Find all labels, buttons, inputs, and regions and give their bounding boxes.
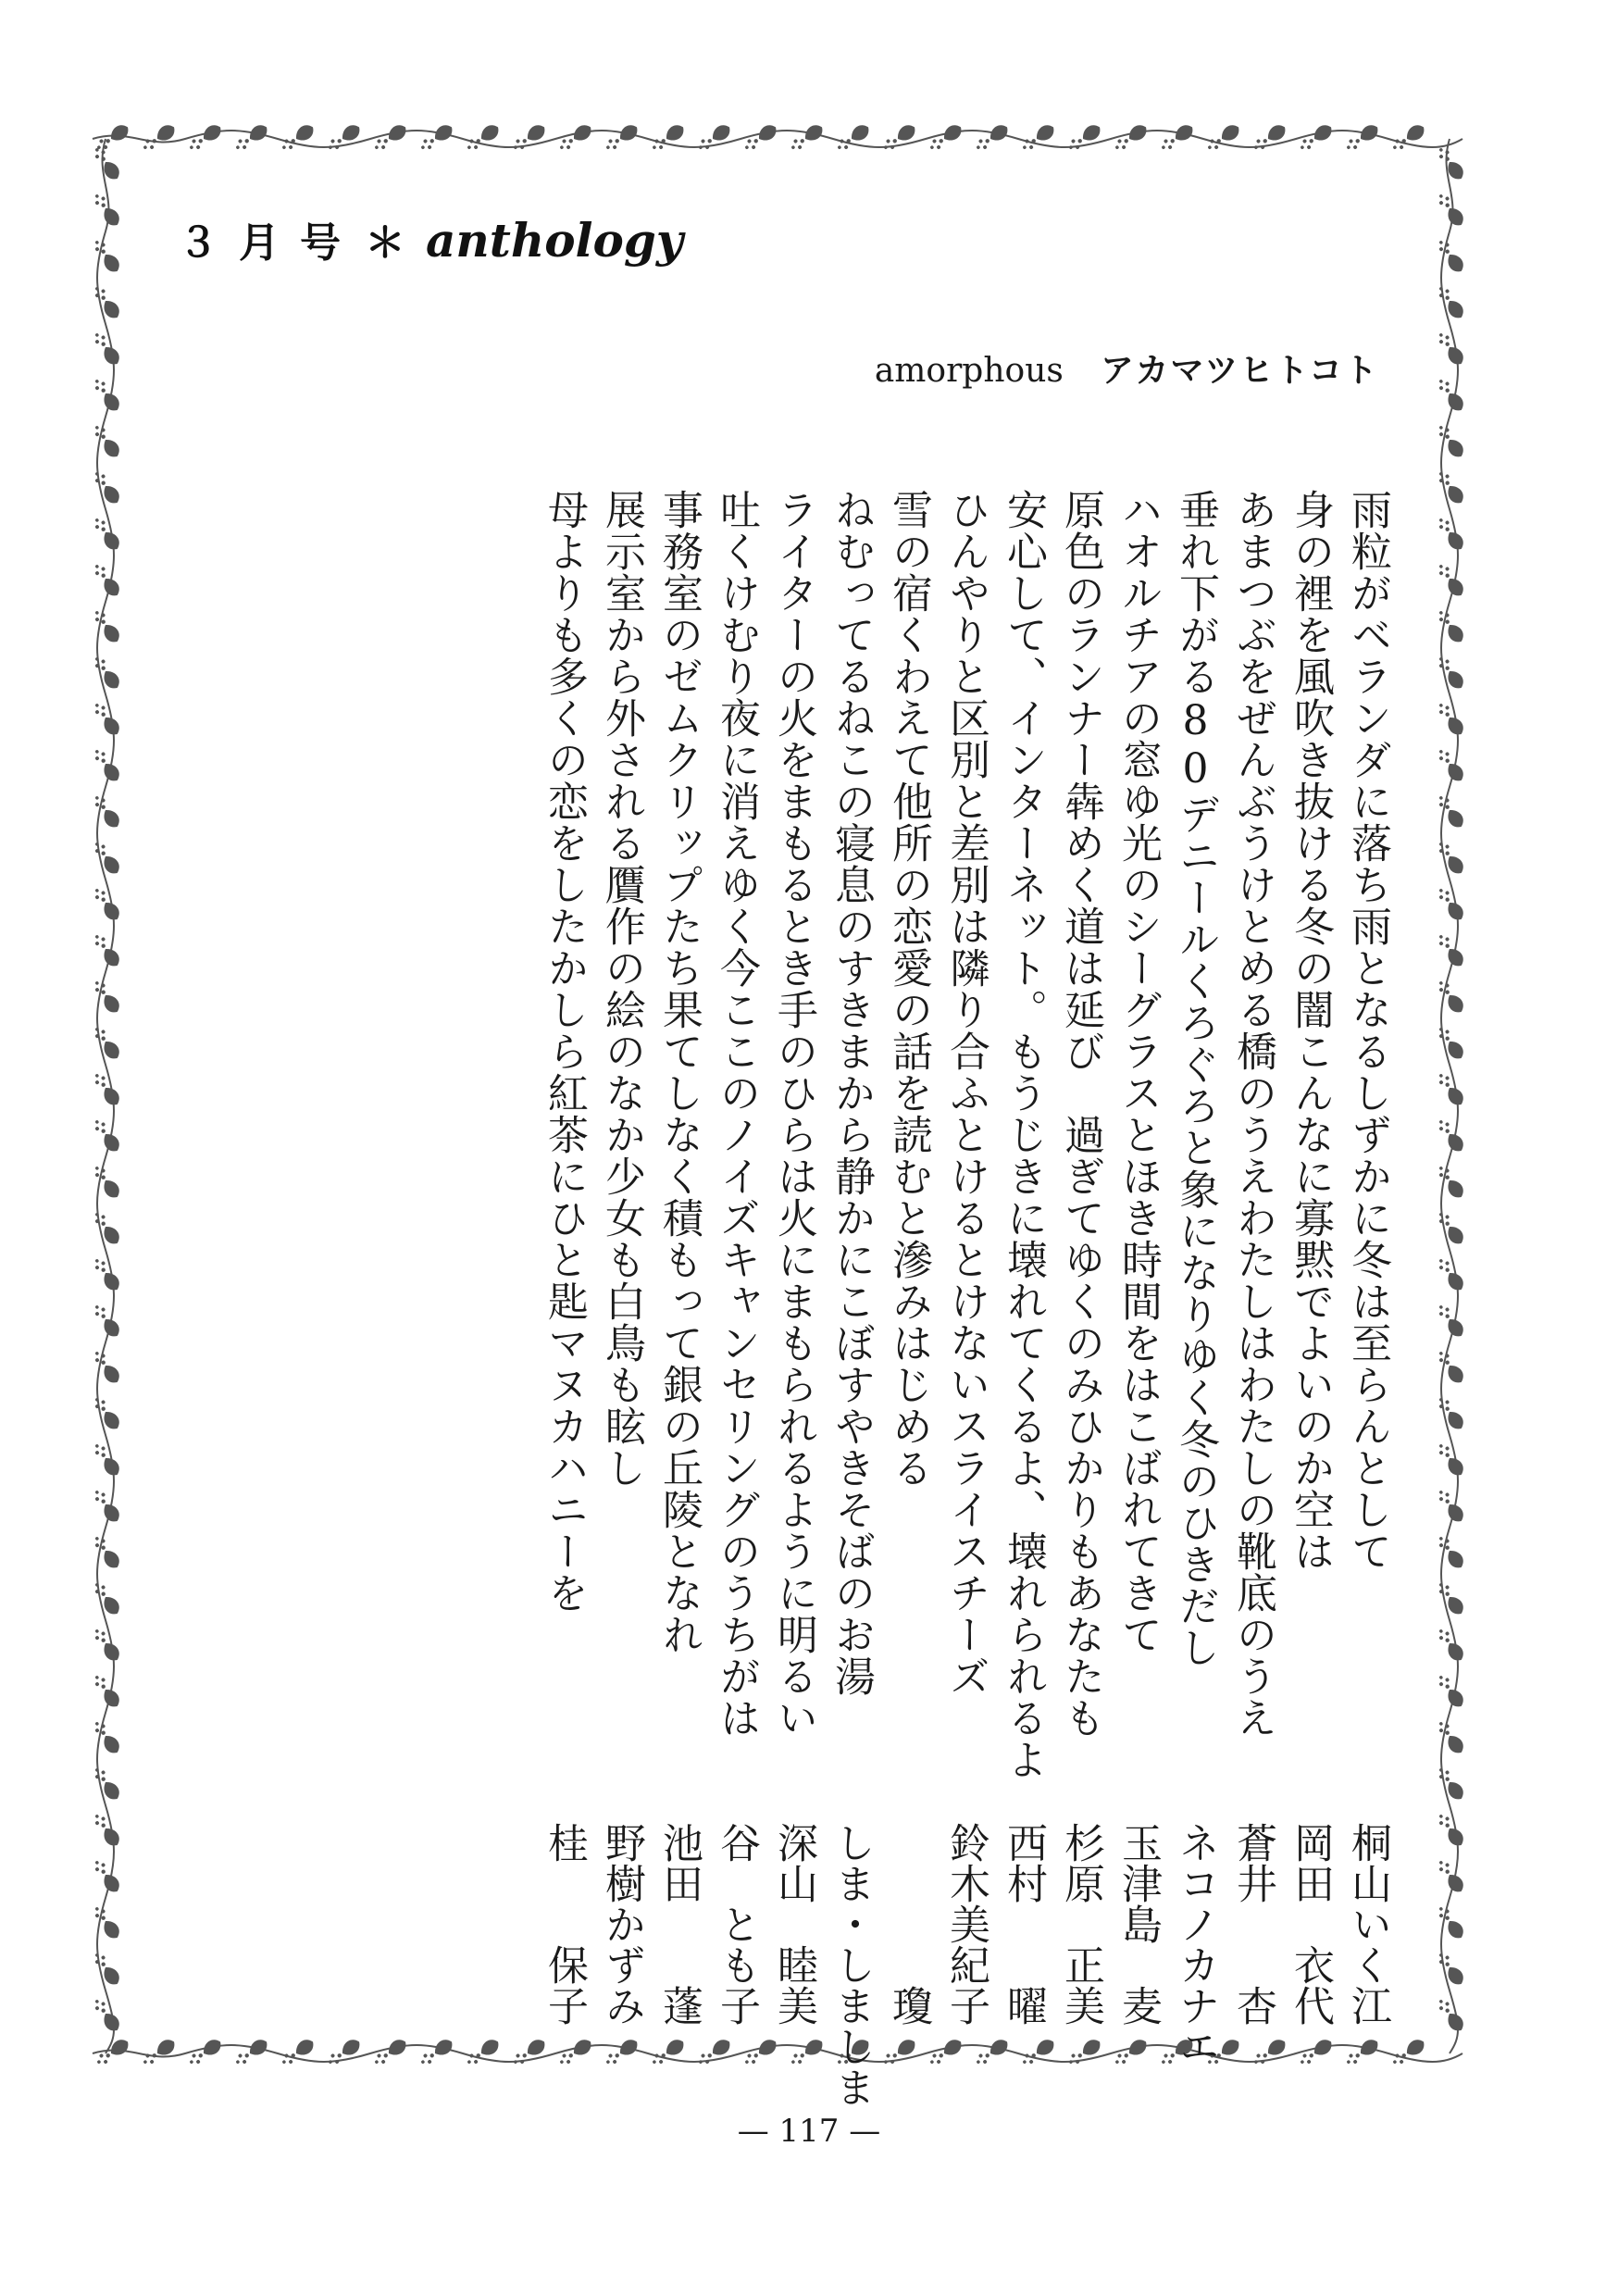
poem-entry	[1340, 489, 1394, 2026]
poem-text: 垂れ下がる80デニールくろぐろと象になりゆく冬のひきだし	[1172, 489, 1219, 1668]
page-number: — 117 —	[737, 2113, 881, 2150]
section-title: アカマツヒトコト	[1100, 352, 1379, 390]
poem-author: 池田 蓬	[655, 1822, 703, 2026]
poem-author: 西村 曜	[1000, 1822, 1047, 2026]
poem-entry	[996, 489, 1050, 2026]
theme-label: amorphous	[874, 352, 1064, 390]
poem-text: 事務室のゼムクリップたち果てしなく積もって銀の丘陵となれ	[655, 489, 703, 1655]
poem-text: 身の裡を風吹き抜ける冬の闇こんなに寡黙でよいのか空は	[1287, 489, 1334, 1572]
poem-author: 瓊	[885, 1822, 932, 2026]
poem-entry	[652, 489, 705, 2026]
poem-text: 吐くけむり夜に消えゆく今ここのノイズキャンセリングのうちがは	[713, 489, 760, 1739]
poem-author: しま・しましま	[828, 1822, 875, 2107]
poem-entry	[709, 489, 763, 2026]
poem-text: ライターの火をまもるとき手のひらは火にまもられるように明るい	[770, 489, 817, 1739]
poem-text: 母よりも多くの恋をしたかしら紅茶にひと匙マヌカハニーを	[541, 489, 588, 1614]
poem-entry	[1283, 489, 1337, 2026]
poem-author: 野樹かずみ	[598, 1822, 645, 2026]
poem-entry	[881, 489, 935, 2026]
poem-author: 杉原 正美	[1057, 1822, 1104, 2026]
poem-author: 鈴木美紀子	[942, 1822, 989, 2026]
poem-text: 原色のランナー犇めく道は延び 過ぎてゆくのみひかりもあなたも	[1057, 489, 1104, 1739]
poem-author: 谷 とも子	[713, 1822, 760, 2026]
poem-text: ねむってるねこの寝息のすきまから静かにこぼすやきそばのお湯	[828, 489, 875, 1697]
poem-entry	[1111, 489, 1164, 2026]
issue-heading	[178, 209, 683, 274]
poem-entry	[824, 489, 877, 2107]
poem-entry	[537, 489, 591, 2026]
poem-author: 玉津島 麦	[1114, 1822, 1162, 2026]
tanka-list	[0, 489, 1618, 2107]
poem-author: 蒼井 杏	[1229, 1822, 1276, 2026]
poem-text: 雪の宿くわえて他所の恋愛の話を読むと滲みはじめる	[885, 489, 932, 1489]
poem-author: 桐山いく江	[1344, 1822, 1391, 2026]
poem-text: ハオルチアの窓ゆ光のシーグラスとほき時間をはこばれてきて	[1114, 489, 1162, 1655]
poem-text: 展示室から外される贋作の絵のなか少女も白鳥も眩し	[598, 489, 645, 1489]
poem-author: ネコノカナエ	[1172, 1822, 1219, 2066]
poem-entry	[594, 489, 648, 2026]
poem-entry	[1168, 489, 1222, 2066]
section-subtitle	[875, 344, 1379, 391]
poem-text: 雨粒がベランダに落ち雨となるしずかに冬は至らんとして	[1344, 489, 1391, 1572]
poem-author: 桂 保子	[541, 1822, 588, 2026]
poem-entry	[1053, 489, 1107, 2026]
anthology-label: anthology	[426, 213, 683, 268]
poem-author: 深山 睦美	[770, 1822, 817, 2026]
poem-text: あまつぶをぜんぶうけとめる橋のうえわたしはわたしの靴底のうえ	[1229, 489, 1276, 1739]
poem-author: 岡田 衣代	[1287, 1822, 1334, 2026]
poem-entry	[1226, 489, 1279, 2026]
poem-entry	[939, 489, 992, 2026]
poem-text: ひんやりと区別と差別は隣り合ふとけるとけないスライスチーズ	[942, 489, 989, 1697]
poem-text: 安心して、インターネット。もうじきに壊れてくるよ、壊れられるよ	[1000, 489, 1047, 1780]
issue-label: ３月号	[178, 219, 361, 267]
asterisk-separator: ＊	[365, 219, 405, 267]
poem-entry	[766, 489, 820, 2026]
